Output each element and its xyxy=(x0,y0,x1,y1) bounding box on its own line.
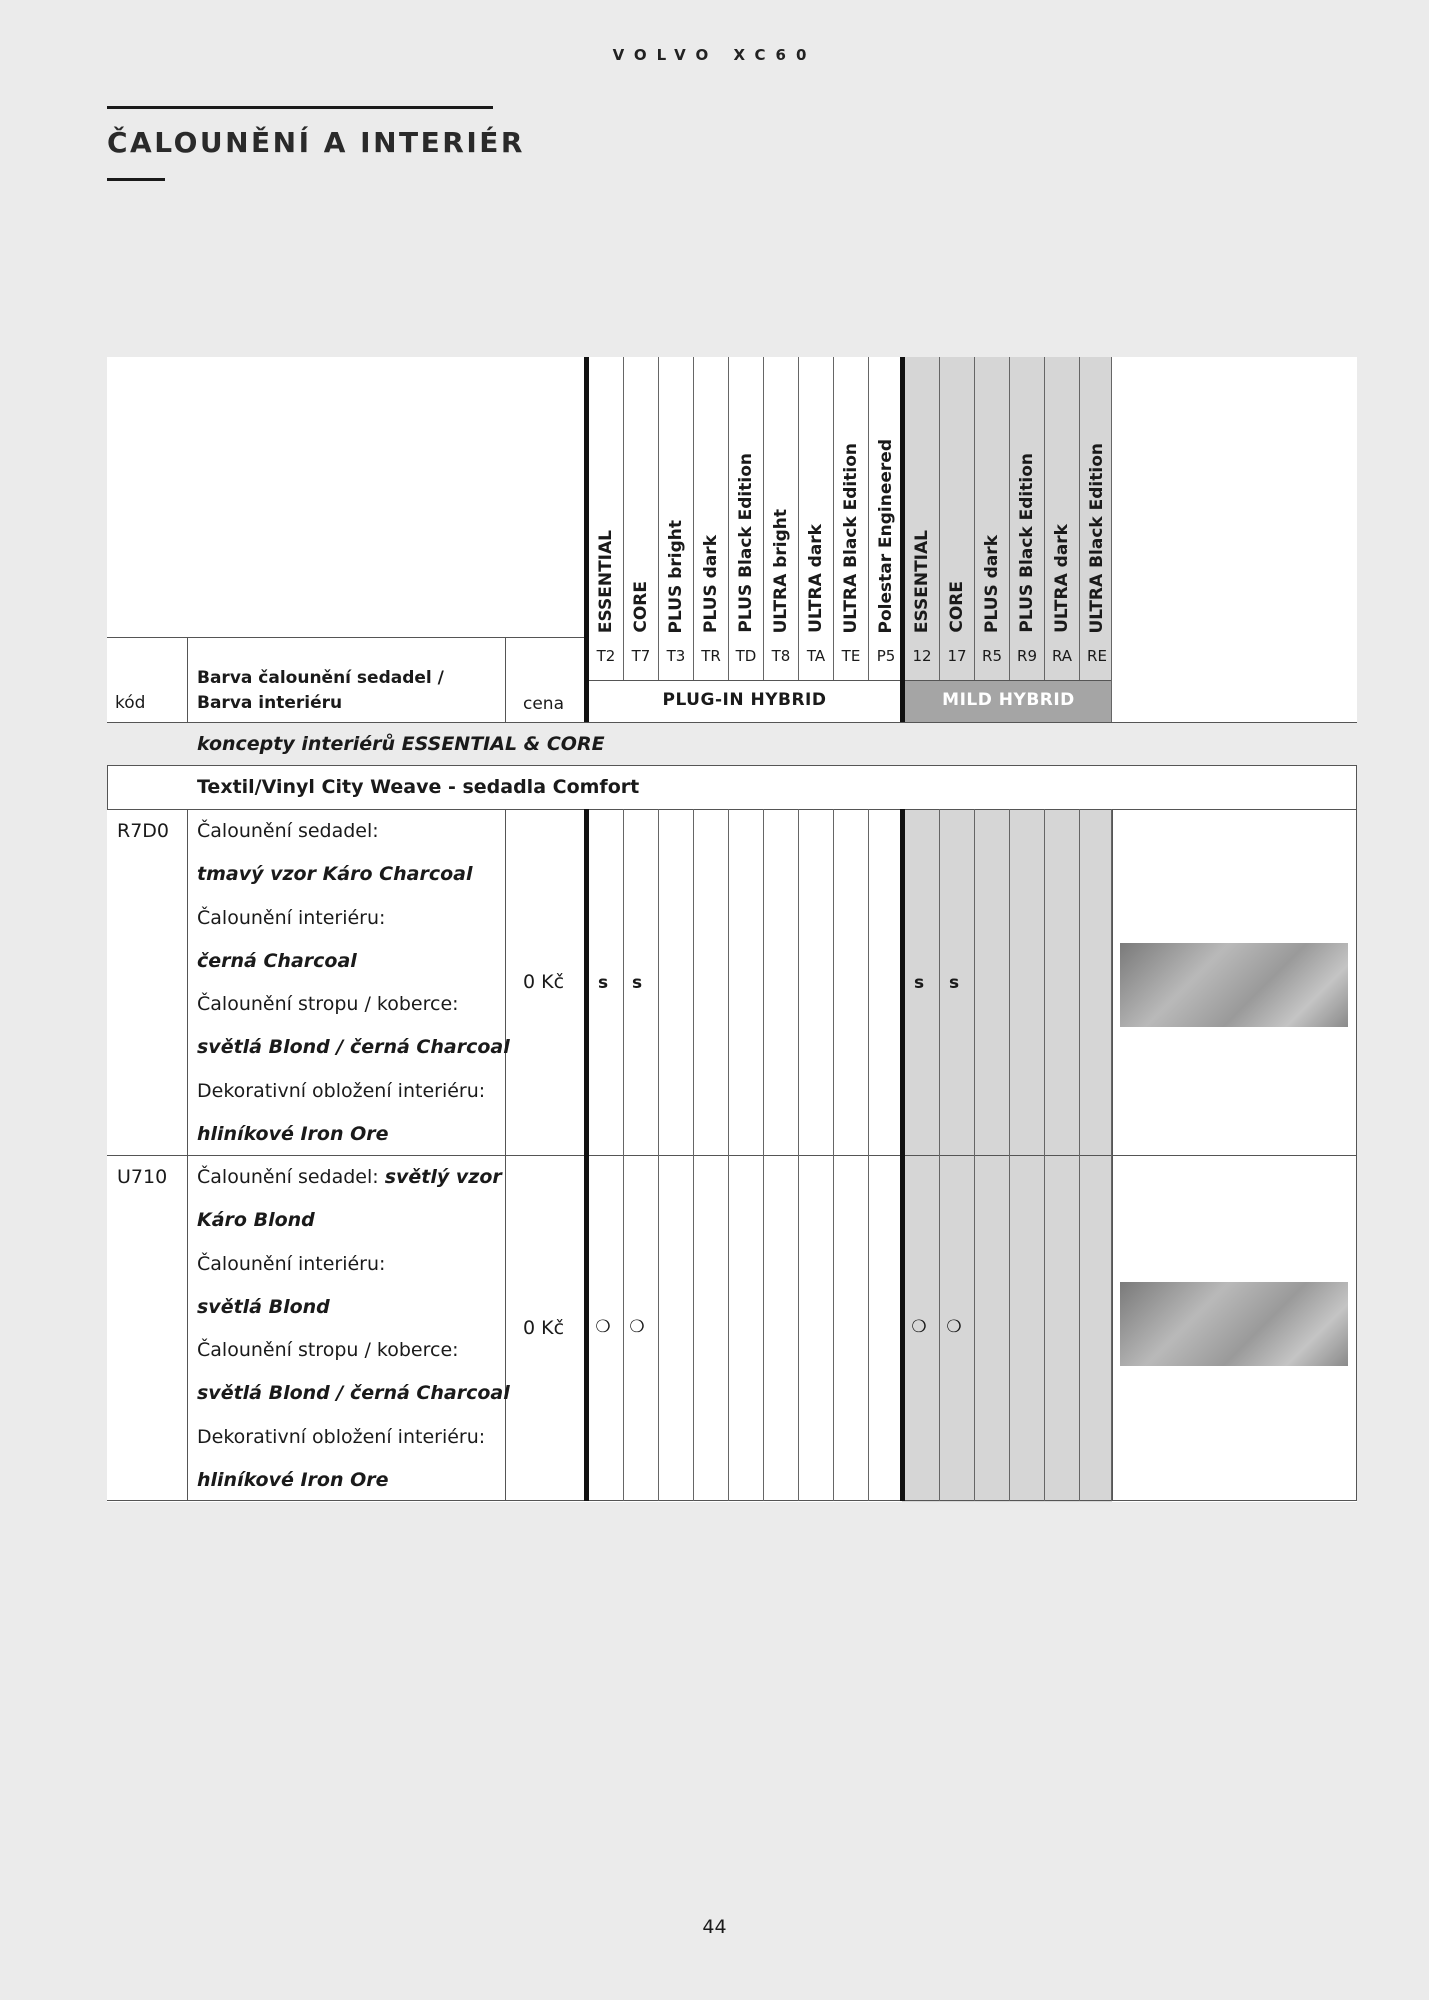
variant-header: ULTRA dark xyxy=(1052,524,1072,633)
page-title: ČALOUNĚNÍ A INTERIÉR xyxy=(107,126,525,159)
desc-line: světlá Blond / černá Charcoal xyxy=(197,1036,510,1059)
column-divider xyxy=(658,357,659,680)
desc-line: tmavý vzor Káro Charcoal xyxy=(197,863,473,886)
column-divider xyxy=(974,357,975,680)
column-divider xyxy=(1079,357,1080,680)
mhev-divider xyxy=(900,809,905,1501)
mhev-header-background xyxy=(902,357,1112,680)
divider xyxy=(107,722,1357,723)
column-divider xyxy=(939,809,940,1501)
row-price: 0 Kč xyxy=(523,971,565,993)
variant-header: PLUS bright xyxy=(666,519,686,633)
column-divider xyxy=(868,809,869,1501)
column-header-code: kód xyxy=(115,693,146,713)
variant-code: T3 xyxy=(666,647,686,665)
column-divider xyxy=(833,357,834,680)
column-divider xyxy=(833,809,834,1501)
variant-code: 12 xyxy=(912,647,932,665)
desc-line: světlá Blond / černá Charcoal xyxy=(197,1382,510,1405)
variant-header: ULTRA Black Edition xyxy=(841,442,861,633)
title-underline xyxy=(107,178,165,181)
row-price: 0 Kč xyxy=(523,1317,565,1339)
divider xyxy=(585,680,1112,681)
group-plug-in-hybrid: PLUG-IN HYBRID xyxy=(662,690,827,710)
column-header-color-1: Barva čalounění sedadel / xyxy=(197,668,444,688)
column-header-price: cena xyxy=(523,694,564,714)
variant-code: P5 xyxy=(876,647,896,665)
desc-line: hliníkové Iron Ore xyxy=(197,1123,389,1146)
optional-mark: ❍ xyxy=(911,1317,927,1337)
column-divider xyxy=(974,809,975,1501)
variant-code: RE xyxy=(1087,647,1107,665)
standard-mark: s xyxy=(913,973,925,993)
page-number: 44 xyxy=(702,1916,727,1938)
optional-mark: ❍ xyxy=(946,1317,962,1337)
column-divider xyxy=(798,357,799,680)
upholstery-swatch-image xyxy=(1120,1282,1348,1366)
column-divider xyxy=(1111,357,1112,722)
optional-mark: ❍ xyxy=(595,1317,611,1337)
divider xyxy=(187,637,188,722)
column-divider xyxy=(1044,809,1045,1501)
column-divider xyxy=(1009,357,1010,680)
column-divider xyxy=(798,809,799,1501)
column-divider xyxy=(939,357,940,680)
title-rule xyxy=(107,106,493,109)
column-divider xyxy=(1044,357,1045,680)
phev-divider xyxy=(584,809,589,1501)
variant-header: CORE xyxy=(631,581,651,633)
brand-header: VOLVO XC60 xyxy=(612,46,817,64)
divider xyxy=(1112,809,1113,1501)
column-divider xyxy=(1079,809,1080,1501)
variant-code: TE xyxy=(841,647,861,665)
variant-header: ULTRA bright xyxy=(771,508,791,633)
column-divider xyxy=(763,809,764,1501)
desc-line: světlá Blond xyxy=(197,1295,330,1318)
desc-line: Dekorativní obložení interiéru: xyxy=(197,1079,486,1102)
variant-header: PLUS dark xyxy=(701,535,721,633)
column-divider xyxy=(728,357,729,680)
divider xyxy=(1356,765,1357,1501)
variant-code: RA xyxy=(1051,647,1073,665)
upholstery-table xyxy=(107,357,1357,1502)
column-divider xyxy=(658,809,659,1501)
desc-line: Čalounění interiéru: xyxy=(197,906,386,929)
column-divider xyxy=(728,809,729,1501)
variant-header: PLUS Black Edition xyxy=(736,453,756,633)
variant-code: T2 xyxy=(596,647,616,665)
standard-mark: s xyxy=(631,973,643,993)
row-code: R7D0 xyxy=(117,820,170,842)
column-divider xyxy=(1111,809,1112,1501)
column-divider xyxy=(623,809,624,1501)
subsection-title: Textil/Vinyl City Weave - sedadla Comfort xyxy=(197,776,640,798)
column-divider xyxy=(1009,809,1010,1501)
variant-code: T8 xyxy=(771,647,791,665)
variant-code: TR xyxy=(701,647,721,665)
desc-line: Čalounění sedadel: světlý vzor xyxy=(197,1166,502,1188)
desc-line: Čalounění interiéru: xyxy=(197,1252,386,1275)
desc-line: Čalounění stropu / koberce: xyxy=(197,1339,459,1362)
divider xyxy=(107,765,1357,766)
variant-header: ESSENTIAL xyxy=(596,529,616,633)
variant-header: PLUS dark xyxy=(982,535,1002,633)
divider xyxy=(107,637,589,638)
desc-line: Káro Blond xyxy=(197,1209,315,1232)
variant-code: R5 xyxy=(982,647,1002,665)
variant-header: PLUS Black Edition xyxy=(1017,453,1037,633)
upholstery-swatch-image xyxy=(1120,943,1348,1027)
row-description xyxy=(197,810,510,1156)
divider xyxy=(187,809,188,1501)
optional-mark: ❍ xyxy=(629,1317,645,1337)
row-description xyxy=(197,1156,510,1502)
variant-header: CORE xyxy=(947,581,967,633)
divider xyxy=(107,765,108,809)
row-code: U710 xyxy=(117,1166,168,1188)
desc-line: Čalounění sedadel: xyxy=(197,820,379,842)
variant-code: R9 xyxy=(1017,647,1037,665)
variant-header: ULTRA dark xyxy=(806,524,826,633)
mhev-divider xyxy=(900,357,905,722)
variant-code: T7 xyxy=(631,647,651,665)
standard-mark: s xyxy=(948,973,960,993)
variant-code: 17 xyxy=(947,647,967,665)
column-header-color-2: Barva interiéru xyxy=(197,693,343,713)
desc-line: černá Charcoal xyxy=(197,949,357,972)
phev-divider xyxy=(584,357,589,722)
variant-header: Polestar Engineered xyxy=(876,438,896,633)
variant-code: TA xyxy=(806,647,826,665)
column-divider xyxy=(693,809,694,1501)
variant-header: ESSENTIAL xyxy=(912,529,932,633)
column-divider xyxy=(868,357,869,680)
column-divider xyxy=(623,357,624,680)
desc-line: hliníkové Iron Ore xyxy=(197,1469,389,1492)
section-title: koncepty interiérů ESSENTIAL & CORE xyxy=(197,733,605,755)
desc-line: Čalounění stropu / koberce: xyxy=(197,993,459,1016)
variant-header: ULTRA Black Edition xyxy=(1087,442,1107,633)
variant-code: TD xyxy=(735,647,757,665)
column-divider xyxy=(693,357,694,680)
group-mild-hybrid: MILD HYBRID xyxy=(942,690,1075,710)
column-divider xyxy=(763,357,764,680)
desc-line: Dekorativní obložení interiéru: xyxy=(197,1425,486,1448)
standard-mark: s xyxy=(597,973,609,993)
divider xyxy=(505,637,506,722)
